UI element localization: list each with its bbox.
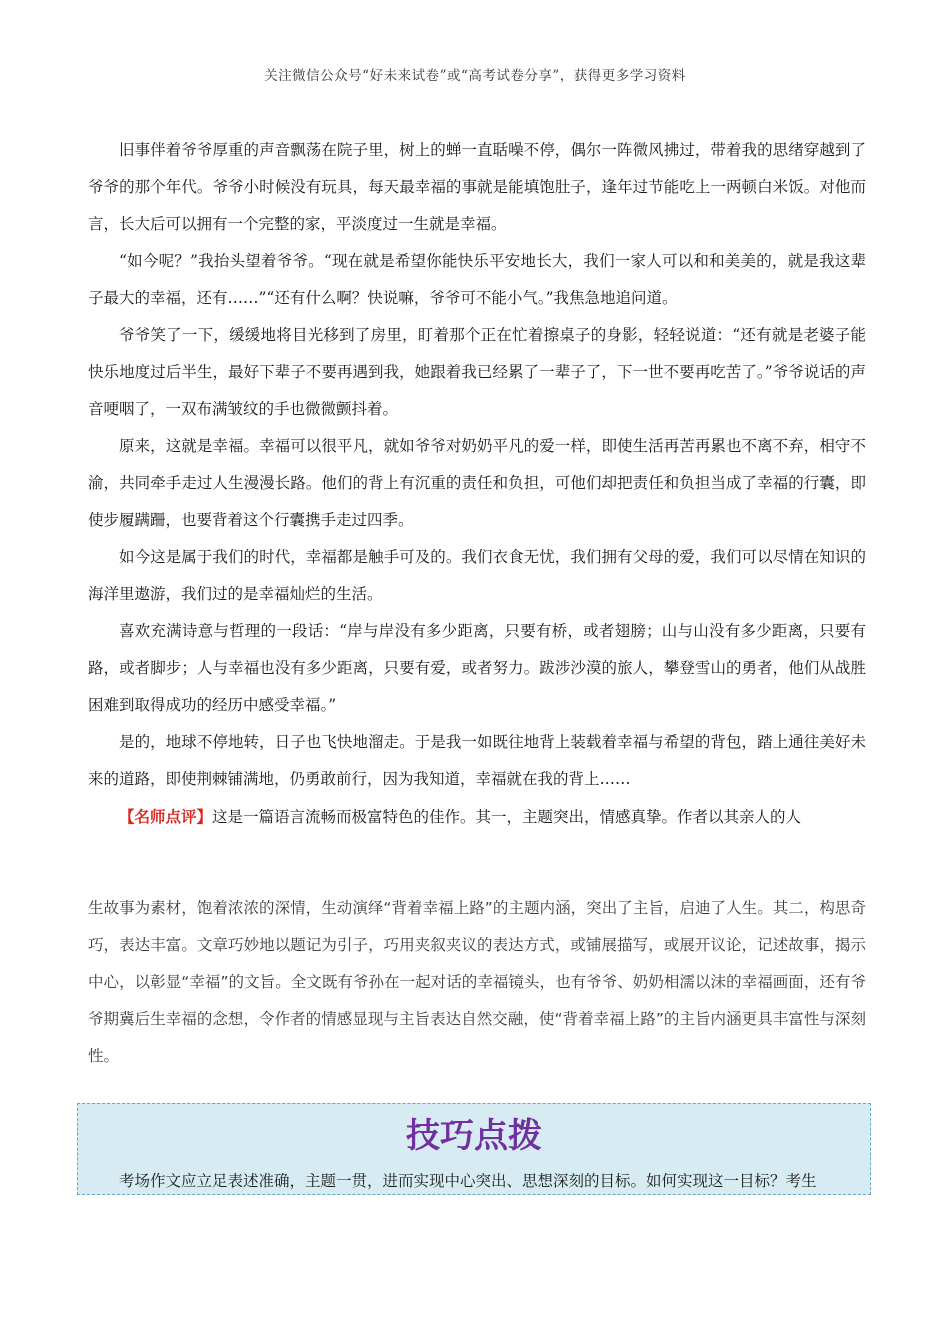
essay-paragraph: “如今呢？”我抬头望着爷爷。“现在就是希望你能快乐平安地长大，我们一家人可以和和美美的，就是我这辈子最大的幸福，还有……”“还有什么啊？快说嘛，爷爷可不能小气。”我焦急地追问道。	[88, 252, 866, 307]
tips-text: 考场作文应立足表述准确，主题一贯，进而实现中心突出、思想深刻的目标。如何实现这一目标？考生	[119, 1172, 817, 1190]
essay-paragraph: 喜欢充满诗意与哲理的一段话：“岸与岸没有多少距离，只要有桥，或者翅膀；山与山没有多少距离，只要有路，或者脚步；人与幸福也没有多少距离，只要有爱，或者努力。跋涉沙漠的旅人，攀登雪山的勇者，他们从战胜困难到取得成功的经历中感受幸福。”	[88, 622, 866, 714]
tips-title: 技巧点拨	[406, 1116, 542, 1156]
page-header-note: 关注微信公众号“好未来试卷”或“高考试卷分享”，获得更多学习资料	[264, 68, 686, 84]
teacher-review-text: 这是一篇语言流畅而极富特色的佳作。其一，主题突出，情感真挚。作者以其亲人的人	[212, 808, 802, 826]
essay-paragraph: 旧事伴着爷爷厚重的声音飘荡在院子里，树上的蝉一直聒噪不停，偶尔一阵微风拂过，带着我的思绪穿越到了爷爷的那个年代。爷爷小时候没有玩具，每天最幸福的事就是能填饱肚子，逢年过节能吃上一两顿白米饭。对他而言，长大后可以拥有一个完整的家，平淡度过一生就是幸福。	[88, 141, 866, 233]
teacher-review-first-line	[88, 798, 866, 836]
essay-paragraph: 如今这是属于我们的时代，幸福都是触手可及的。我们衣食无忧，我们拥有父母的爱，我们可以尽情在知识的海洋里遨游，我们过的是幸福灿烂的生活。	[88, 548, 866, 603]
teacher-review-continuation: 生故事为素材，饱着浓浓的深情，生动演绎“背着幸福上路”的主题内涵，突出了主旨，启迪了人生。其二，构思奇巧，表达丰富。文章巧妙地以题记为引子，巧用夹叙夹议的表达方式，或铺展描写，或展开议论，记述故事，揭示中心，以彰显“幸福”的文旨。全文既有爷孙在一起对话的幸福镜头，也有爷爷、奶奶相濡以沫的幸福画面，还有爷爷期冀后生幸福的念想，令作者的情感显现与主旨表达自然交融，使“背着幸福上路”的主旨内涵更具丰富性与深刻性。	[88, 899, 866, 1065]
essay-paragraph: 爷爷笑了一下，缓缓地将目光移到了房里，盯着那个正在忙着擦桌子的身影，轻轻说道：“还有就是老婆子能快乐地度过后半生，最好下辈子不要再遇到我，她跟着我已经累了一辈子了，下一世不要再吃苦了。”爷爷说话的声音哽咽了，一双布满皱纹的手也微微颤抖着。	[88, 326, 866, 418]
tips-box	[77, 1103, 871, 1195]
essay-paragraph: 原来，这就是幸福。幸福可以很平凡，就如爷爷对奶奶平凡的爱一样，即使生活再苦再累也不离不弃，相守不渝，共同牵手走过人生漫漫长路。他们的背上有沉重的责任和负担，可他们却把责任和负担当成了幸福的行囊，即使步履蹒跚，也要背着这个行囊携手走过四季。	[88, 437, 866, 529]
teacher-review-label: 【名师点评】	[119, 807, 213, 826]
essay-body	[88, 132, 866, 836]
essay-paragraph: 是的，地球不停地转，日子也飞快地溜走。于是我一如既往地背上装载着幸福与希望的背包，踏上通往美好未来的道路，即使荆棘铺满地，仍勇敢前行，因为我知道，幸福就在我的背上……	[88, 733, 866, 788]
